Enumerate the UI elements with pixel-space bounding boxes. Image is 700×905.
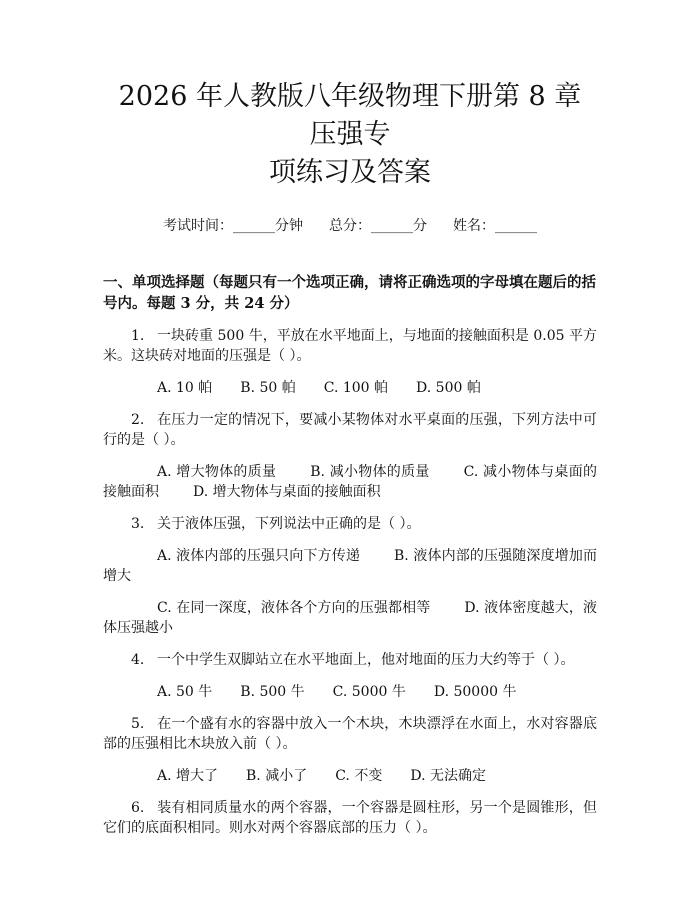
option-d: D. 50000 牛 [433,684,517,700]
option-c: C. 减小物体与桌面的接触面积 [103,464,597,500]
option-a: A. 增大物体的质量 [157,464,277,480]
question-3-options-row-1 [103,546,597,586]
section-title: 一、单项选择题（每题只有一个选项正确，请将正确选项的字母填在题后的括号内。每题 3 分，共 24 分） [103,274,596,312]
option-b: B. 减小物体的质量 [310,464,430,480]
exam-meta [103,216,597,236]
exam-name-label: 姓名：______ [453,218,537,234]
question-4-options [103,682,597,702]
option-b: B. 50 帕 [240,380,296,396]
option-a: A. 增大了 [157,768,219,784]
question-text: 关于液体压强，下列说法中正确的是（ ）。 [157,516,421,532]
question-4-stem [103,650,597,670]
option-b: B. 液体内部的压强随深度增加而增大 [103,548,597,584]
question-number: 1. [131,328,145,344]
option-d: D. 增大物体与桌面的接触面积 [193,484,381,500]
document-title [103,78,597,192]
title-line-1: 2026 年人教版八年级物理下册第 8 章压强专 [118,81,582,150]
question-number: 3. [131,516,145,532]
question-2-options [103,462,597,502]
exam-score-label: 总分：______分 [329,218,427,234]
exam-time-label: 考试时间：______分钟 [163,218,303,234]
option-c: C. 5000 牛 [332,684,406,700]
option-c: C. 不变 [335,768,383,784]
question-text: 装有相同质量水的两个容器，一个容器是圆柱形，另一个是圆锥形，但它们的底面积相同。则水对两个容器底部的压力（ ）。 [103,800,597,836]
question-1-options [103,378,597,398]
question-number: 5. [131,716,145,732]
question-5-stem [103,714,597,754]
question-2-stem [103,410,597,450]
question-text: 在一个盛有水的容器中放入一个木块，木块漂浮在水面上，水对容器底部的压强相比木块放入前（ ）。 [103,716,597,752]
question-number: 2. [131,412,145,428]
question-number: 6. [131,800,145,816]
question-5-options [103,766,597,786]
question-text: 一块砖重 500 牛，平放在水平地面上，与地面的接触面积是 0.05 平方米。这块砖对地面的压强是（ ）。 [103,328,597,364]
option-b: B. 减小了 [246,768,308,784]
option-a: A. 10 帕 [157,380,213,396]
option-c: C. 在同一深度，液体各个方向的压强都相等 [157,600,431,616]
question-3-stem [103,514,597,534]
option-a: A. 液体内部的压强只向下方传递 [157,548,360,564]
option-d: D. 500 帕 [416,380,481,396]
question-text: 一个中学生双脚站立在水平地面上，他对地面的压力大约等于（ ）。 [157,652,575,668]
option-c: C. 100 帕 [323,380,389,396]
option-b: B. 500 牛 [240,684,305,700]
question-text: 在压力一定的情况下，要减小某物体对水平桌面的压强，下列方法中可行的是（ ）。 [103,412,597,448]
option-d: D. 液体密度越大，液体压强越小 [103,600,597,636]
question-1-stem [103,326,597,366]
question-6-stem [103,798,597,838]
option-d: D. 无法确定 [410,768,486,784]
question-3-options-row-2 [103,598,597,638]
question-number: 4. [131,652,145,668]
option-a: A. 50 牛 [157,684,213,700]
title-line-2: 项练习及答案 [269,157,431,188]
